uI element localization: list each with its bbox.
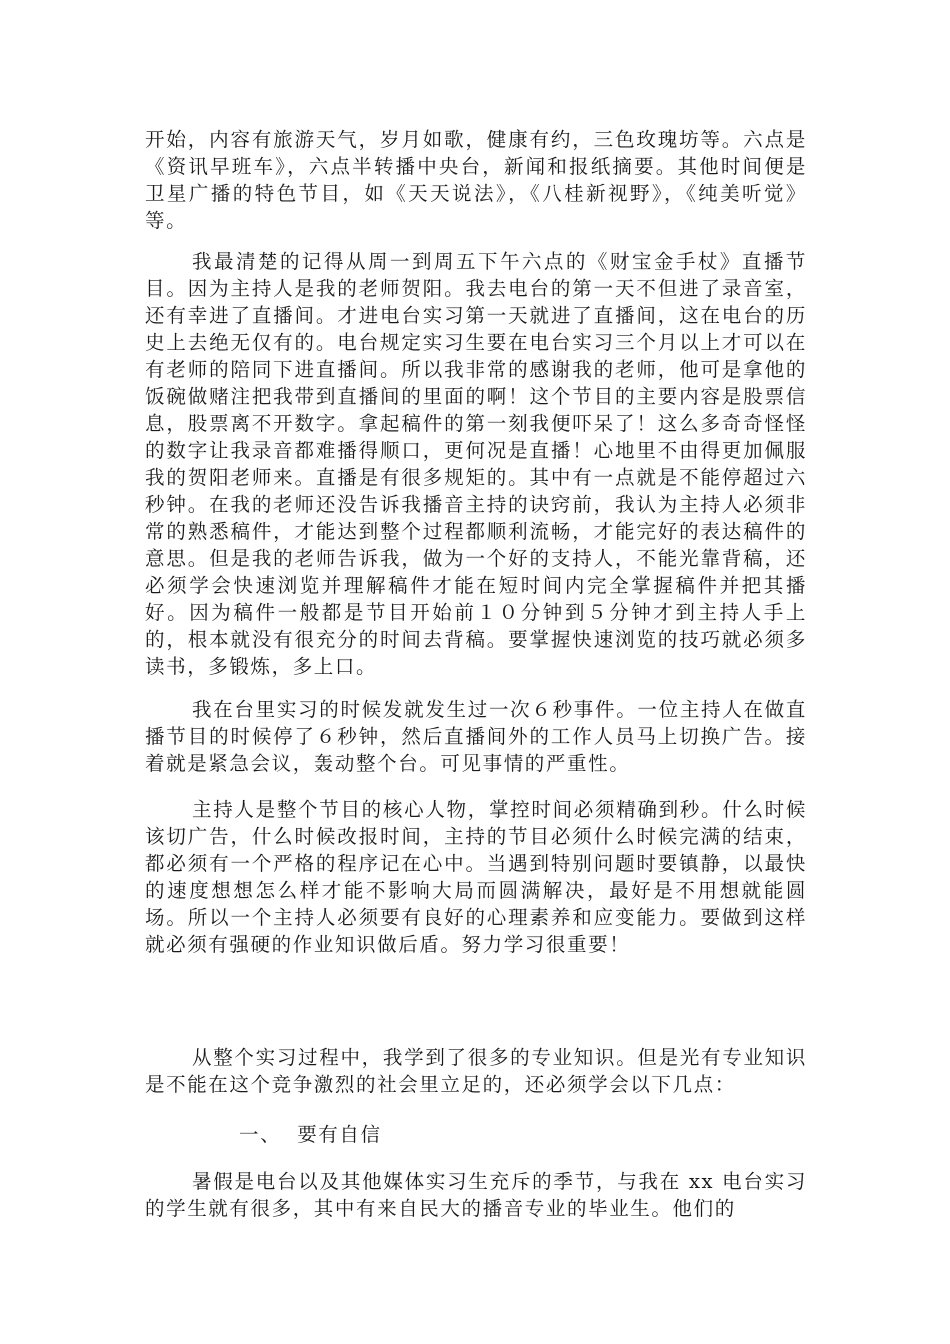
paragraph-3: 我在台里实习的时候发就发生过一次６秒事件。一位主持人在做直播节目的时候停了６秒钟，然后直播间外的工作人员马上切换广告。接着就是紧急会议，轰动整个台。可见事情的严重性。 (145, 698, 807, 775)
paragraph-2: 我最清楚的记得从周一到周五下午六点的《财宝金手杖》直播节目。因为主持人是我的老师贺阳。我去电台的第一天不但进了录音室，还有幸进了直播间。才进电台实习第一天就进了直播间，这在电台的历史上去绝无仅有的。电台规定实习生要在电台实习三个月以上才可以在有老师的陪同下进直播间。所以我非常的感谢我的老师，他可是拿他的饭碗做赌注把我带到直播间的里面的啊！这个节目的主要内容是股票信息，股票离不开数字。拿起稿件的第一刻我便吓呆了！这么多奇奇怪怪的数字让我录音都难播得顺口，更何况是直播！心地里不由得更加佩服我的贺阳老师来。直播是有很多规矩的。其中有一点就是不能停超过六秒钟。在我的老师还没告诉我播音主持的诀窍前，我认为主持人必须非常的熟悉稿件，才能达到整个过程都顺利流畅，才能完好的表达稿件的意思。但是我的老师告诉我，做为一个好的支持人，不能光靠背稿，还必须学会快速浏览并理解稿件才能在短时间内完全掌握稿件并把其播好。因为稿件一般都是节目开始前１０分钟到５分钟才到主持人手上的，根本就没有很充分的时间去背稿。要掌握快速浏览的技巧就必须多读书，多锻炼，多上口。 (145, 250, 807, 678)
section-heading-number: 一、 (239, 1123, 282, 1146)
paragraph-6: 暑假是电台以及其他媒体实习生充斥的季节，与我在 xx 电台实习的学生就有很多，其中有来自民大的播音专业的毕业生。他们的 (145, 1170, 807, 1220)
paragraph-5: 从整个实习过程中，我学到了很多的专业知识。但是光有专业知识是不能在这个竞争激烈的社会里立足的，还必须学会以下几点： (145, 1046, 807, 1096)
section-heading (145, 1121, 807, 1148)
section-heading-text: 要有自信 (297, 1123, 382, 1146)
paragraph-1: 开始，内容有旅游天气，岁月如歌，健康有约，三色玫瑰坊等。六点是《资讯早班车》，六点半转播中央台，新闻和报纸摘要。其他时间便是卫星广播的特色节目，如《天天说法》，《八桂新视野》，《纯美听觉》等。 (145, 128, 807, 232)
paragraph-4: 主持人是整个节目的核心人物，掌控时间必须精确到秒。什么时候该切广告，什么时候改报时间，主持的节目必须什么时候完满的结束，都必须有一个严格的程序记在心中。当遇到特别问题时要镇静，以最快的速度想想怎么样才能不影响大局而圆满解决，最好是不用想就能圆场。所以一个主持人必须要有良好的心理素养和应变能力。要做到这样就必须有强硬的作业知识做后盾。努力学习很重要！ (145, 798, 807, 956)
